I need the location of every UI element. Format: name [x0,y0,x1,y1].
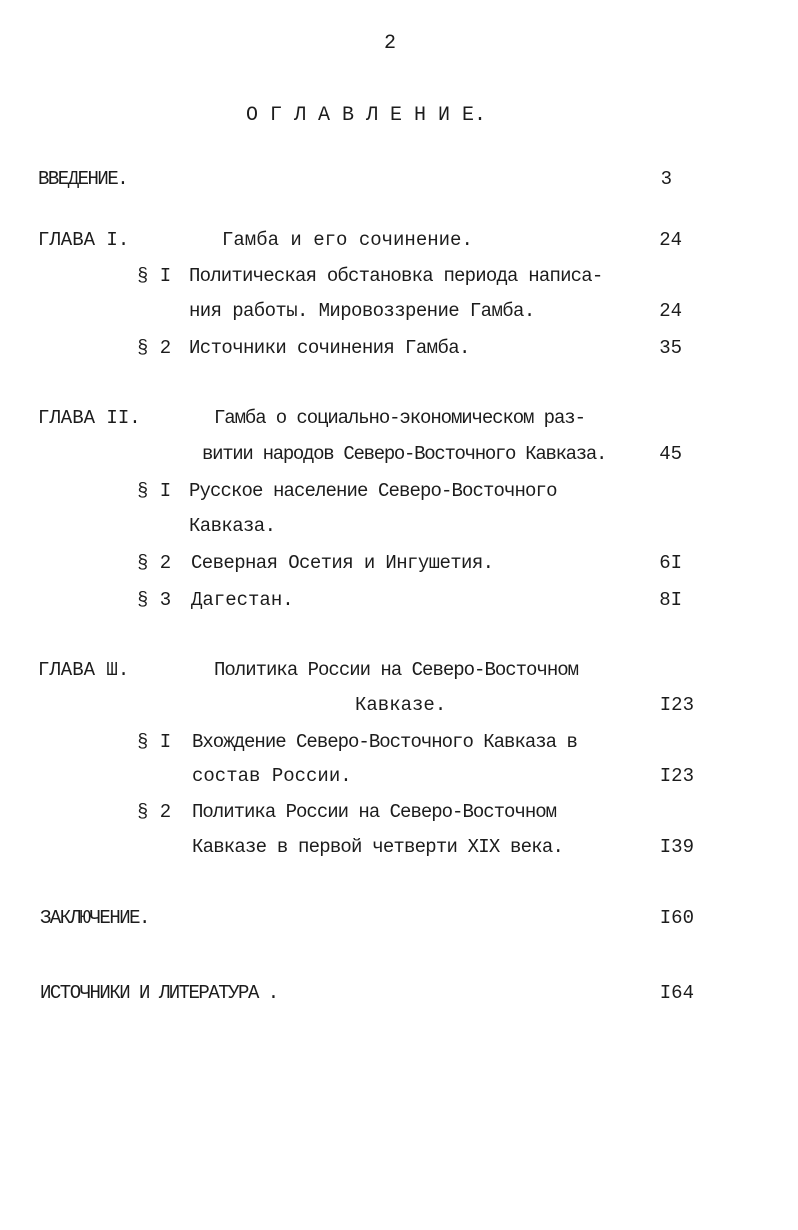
chapter2-section3-line1: Дагестан. [191,589,294,611]
chapter2-section2-line1: Северная Осетия и Ингушетия. [191,552,494,574]
toc-title: О Г Л А В Л Е Н И Е. [246,104,487,127]
chapter3-section1-line1: Вхождение Северо-Восточного Кавказа в [192,731,577,753]
chapter1-section1-mark: § I [137,265,172,287]
chapter3-title-line1: Политика России на Северо-Восточном [214,659,579,681]
toc-sources-label: ИСТОЧНИКИ И ЛИТЕРАТУРА . [40,982,278,1004]
chapter3-section1-line2: состав России. [192,765,352,787]
chapter3-label: ГЛАВА Ш. [38,659,130,681]
chapter2-section3-page: 8I [659,589,682,611]
chapter2-section1-line1: Русское население Северо-Восточного [189,480,557,502]
chapter1-section2-mark: § 2 [137,337,172,359]
toc-sources-page: I64 [659,982,694,1004]
chapter2-section1-mark: § I [137,480,172,502]
chapter1-label: ГЛАВА I. [38,229,130,251]
chapter3-section1-page: I23 [659,765,694,787]
chapter2-title-line1: Гамба о социально-экономическом раз- [214,407,585,429]
chapter1-page: 24 [659,229,682,251]
chapter1-section1-line1: Политическая обстановка периода написа- [189,265,603,287]
chapter2-page: 45 [659,443,682,465]
chapter1-section2-line1: Источники сочинения Гамба. [189,337,470,359]
page-number: 2 [384,32,397,55]
toc-intro-label: ВВЕДЕНИЕ. [38,168,128,190]
chapter1-title: Гамба и его сочинение. [222,229,473,251]
toc-intro-page: 3 [660,168,672,190]
chapter2-section3-mark: § 3 [137,589,172,611]
chapter2-section2-page: 6I [659,552,682,574]
chapter3-section2-page: I39 [659,836,694,858]
toc-conclusion-page: I60 [659,907,694,929]
chapter1-section1-page: 24 [659,300,682,322]
chapter3-section2-mark: § 2 [137,801,172,823]
chapter2-label: ГЛАВА II. [38,407,141,429]
toc-conclusion-label: ЗАКЛЮЧЕНИЕ. [40,907,149,929]
chapter3-section1-mark: § I [137,731,172,753]
chapter2-section1-line2: Кавказа. [189,515,276,537]
chapter3-section2-line2: Кавказе в первой четверти XIX века. [192,836,564,858]
chapter3-title-line2: Кавказе. [355,694,447,716]
chapter3-section2-line1: Политика России на Северо-Восточном [192,801,557,823]
chapter2-title-line2: витии народов Северо-Восточного Кавказа. [202,443,607,465]
chapter1-section1-line2: ния работы. Мировоззрение Гамба. [189,300,535,322]
chapter3-page: I23 [659,694,694,716]
chapter2-section2-mark: § 2 [137,552,172,574]
chapter1-section2-page: 35 [659,337,682,359]
